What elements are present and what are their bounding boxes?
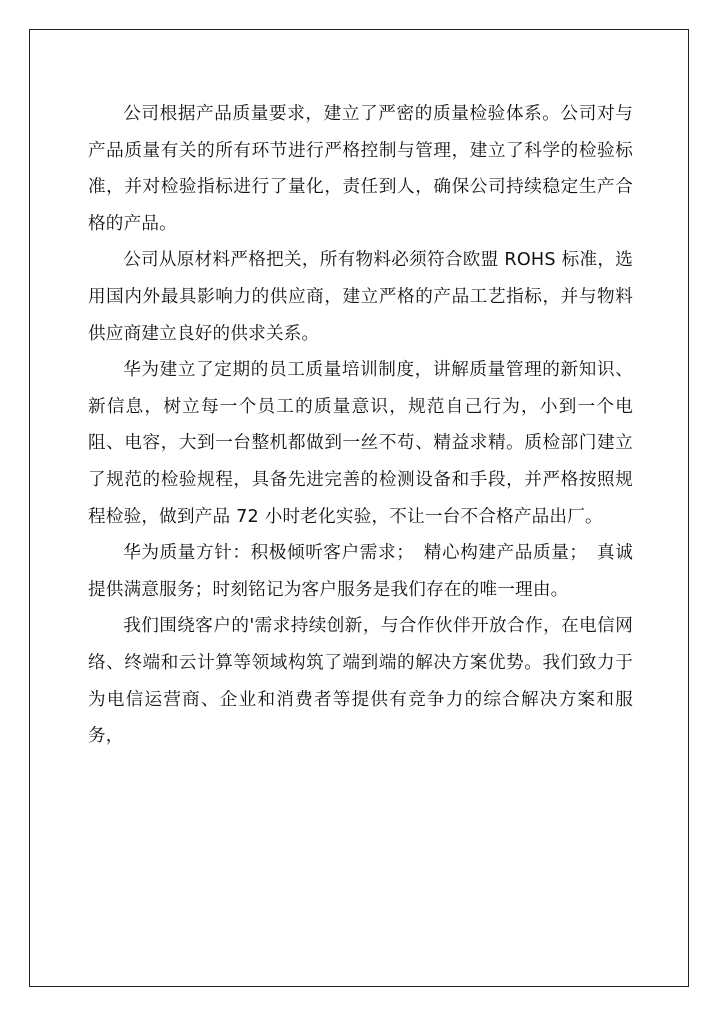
paragraph-quality-system: 公司根据产品质量要求，建立了严密的质量检验体系。公司对与产品质量有关的所有环节进行严格控制与管理，建立了科学的检验标准，并对检验指标进行了量化，责任到人，确保公司持续稳定生产合格的产品。 bbox=[88, 104, 633, 234]
paragraph-customer-innovation: 我们围绕客户的'需求持续创新，与合作伙伴开放合作，在电信网络、终端和云计算等领域构筑了端到端的解决方案优势。我们致力于为电信运营商、企业和消费者等提供有竞争力的综合解决方案和服务， bbox=[88, 616, 633, 747]
paragraph-staff-training: 华为建立了定期的员工质量培训制度，讲解质量管理的新知识、新信息，树立每一个员工的质量意识，规范自己行为，小到一个电阻、电容，大到一台整机都做到一丝不苟、精益求精。质检部门建立了规范的检验规程，具备先进完善的检测设备和手段，并严格按照规程检验，做到产品 72 小时老化实验，不让一台不合格产品出厂。 bbox=[88, 360, 633, 527]
document-body bbox=[88, 96, 633, 755]
paragraph-quality-policy: 华为质量方针：积极倾听客户需求； 精心构建产品质量； 真诚提供满意服务；时刻铭记为客户服务是我们存在的唯一理由。 bbox=[88, 543, 633, 600]
paragraph-raw-materials: 公司从原材料严格把关，所有物料必须符合欧盟 ROHS 标准，选用国内外最具影响力的供应商，建立严格的产品工艺指标，并与物料供应商建立良好的供求关系。 bbox=[88, 250, 633, 344]
